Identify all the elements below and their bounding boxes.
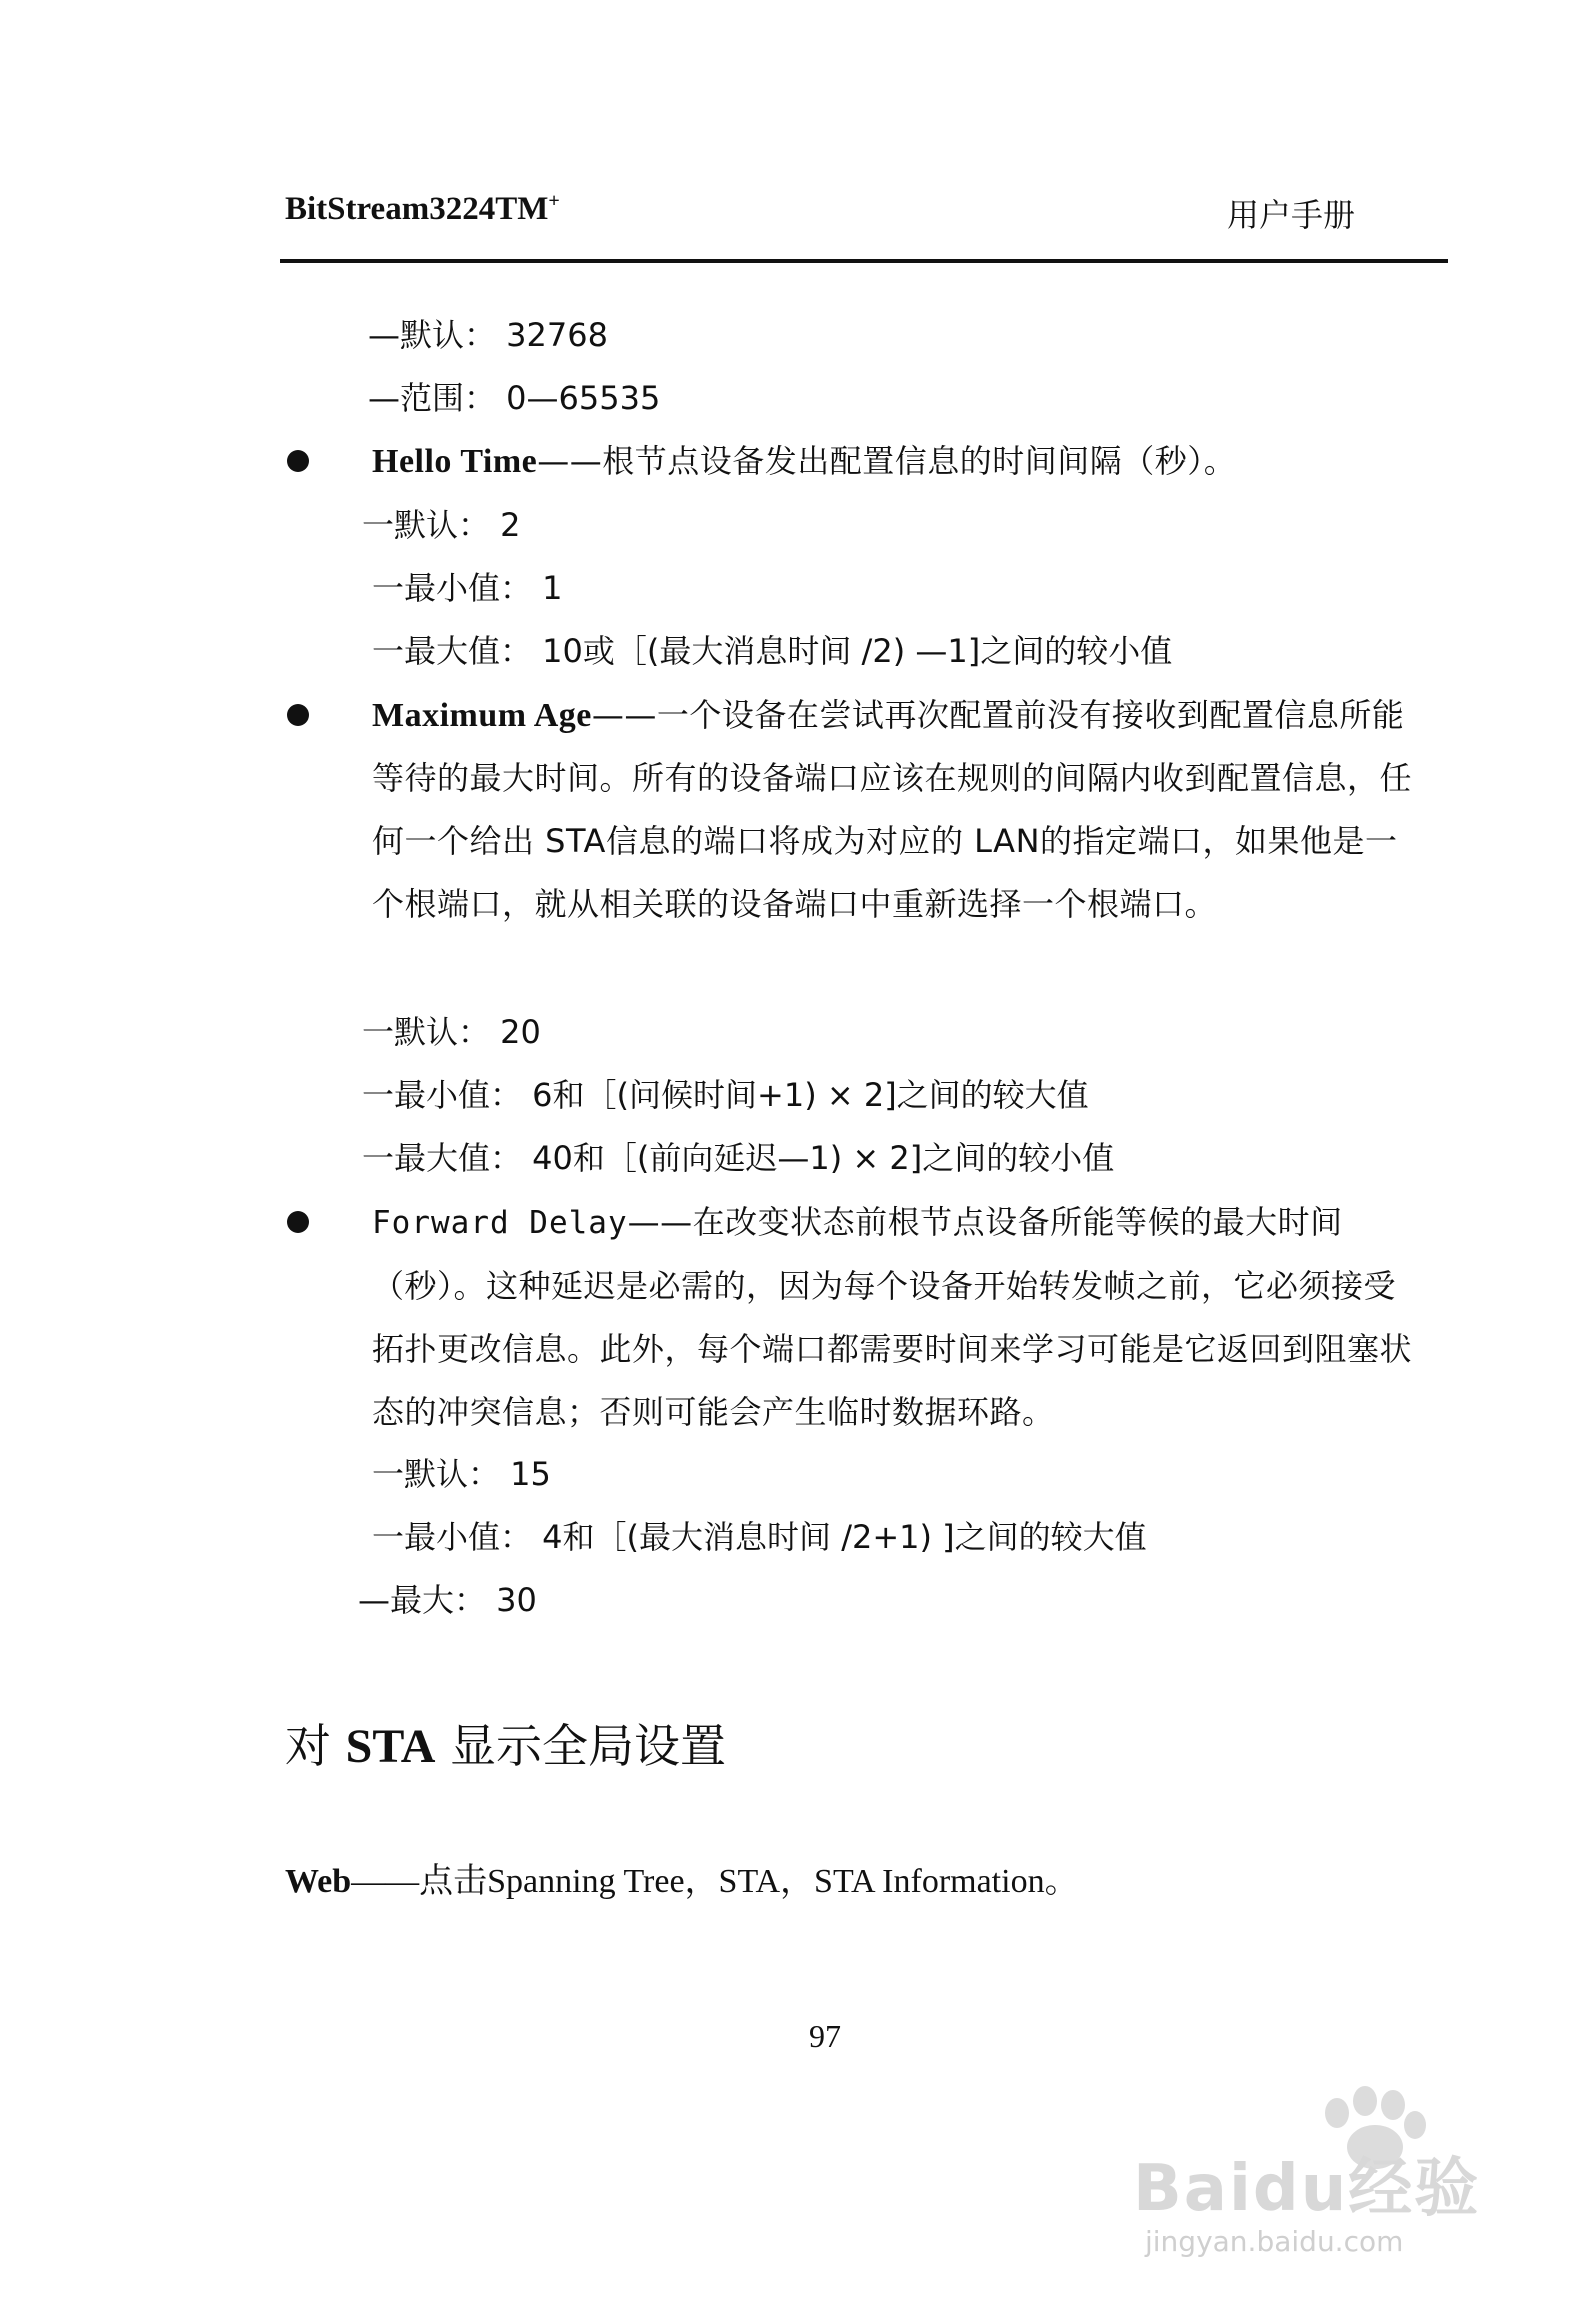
- baidu-watermark: [1125, 2075, 1485, 2275]
- bullet-icon: [287, 450, 309, 472]
- header-product-sup: +: [548, 190, 560, 212]
- forward-delay-min: 一最小值： 4和［(最大消息时间 /2+1) ]之间的较大值: [372, 1518, 1147, 1556]
- priority-default: —默认： 32768: [368, 316, 608, 354]
- forward-delay-max: —最大： 30: [358, 1581, 537, 1619]
- page-number: 97: [809, 2018, 841, 2054]
- header-product-name: BitStream3224TM: [285, 191, 549, 227]
- header-product-title: [285, 190, 560, 228]
- web-label: Web: [285, 1863, 352, 1900]
- hello-time-term: Hello Time: [372, 443, 538, 480]
- web-path-text: ——点击Spanning Tree，STA，STA Information。: [351, 1863, 1079, 1900]
- hello-time-item: [372, 430, 1422, 493]
- header-doc-type: 用户手册: [1227, 196, 1356, 234]
- max-age-max: 一最大值： 40和［(前向延迟—1) × 2]之间的较小值: [362, 1139, 1115, 1177]
- section-heading-prefix: 对: [285, 1719, 346, 1773]
- bullet-icon: [287, 1211, 309, 1233]
- bullet-icon: [287, 704, 309, 726]
- max-age-desc: ——一个设备在尝试再次配置前没有接收到配置信息所能等待的最大时间。所有的设备端口应该在规则的间隔内收到配置信息，任何一个给出 STA信息的端口将成为对应的 LAN的指定端口，如果他是一个根端口，就从相关联的设备端口中重新选择一个根端口。: [372, 696, 1413, 923]
- max-age-default: 一默认： 20: [362, 1013, 541, 1051]
- header-divider: [280, 259, 1448, 263]
- section-heading-suffix: 显示全局设置: [435, 1719, 727, 1773]
- section-heading-bold: STA: [345, 1720, 436, 1773]
- forward-delay-item: [372, 1191, 1422, 1444]
- section-heading: [285, 1710, 726, 1776]
- hello-time-min: 一最小值： 1: [372, 569, 563, 607]
- watermark-brand: Baidu经验: [1133, 2152, 1481, 2226]
- web-instruction: [285, 1853, 1079, 1902]
- max-age-min: 一最小值： 6和［(问候时间+1) × 2]之间的较大值: [362, 1076, 1089, 1114]
- hello-time-desc: ——根节点设备发出配置信息的时间间隔（秒）。: [537, 442, 1237, 480]
- forward-delay-term: Forward Delay: [372, 1205, 628, 1241]
- priority-range: —范围： 0—65535: [368, 379, 661, 417]
- hello-time-max: 一最大值： 10或［(最大消息时间 /2) —1]之间的较小值: [372, 632, 1173, 670]
- watermark-url: jingyan.baidu.com: [1145, 2225, 1404, 2258]
- hello-time-default: 一默认： 2: [362, 506, 521, 544]
- max-age-term: Maximum Age: [372, 697, 592, 734]
- max-age-item: [372, 684, 1422, 936]
- forward-delay-desc: ——在改变状态前根节点设备所能等候的最大时间（秒）。这种延迟是必需的，因为每个设备开始转发帧之前，它必须接受拓扑更改信息。此外，每个端口都需要时间来学习可能是它返回到阻塞状态的冲突信息；否则可能会产生临时数据环路。: [372, 1203, 1413, 1431]
- forward-delay-default: 一默认： 15: [372, 1455, 551, 1493]
